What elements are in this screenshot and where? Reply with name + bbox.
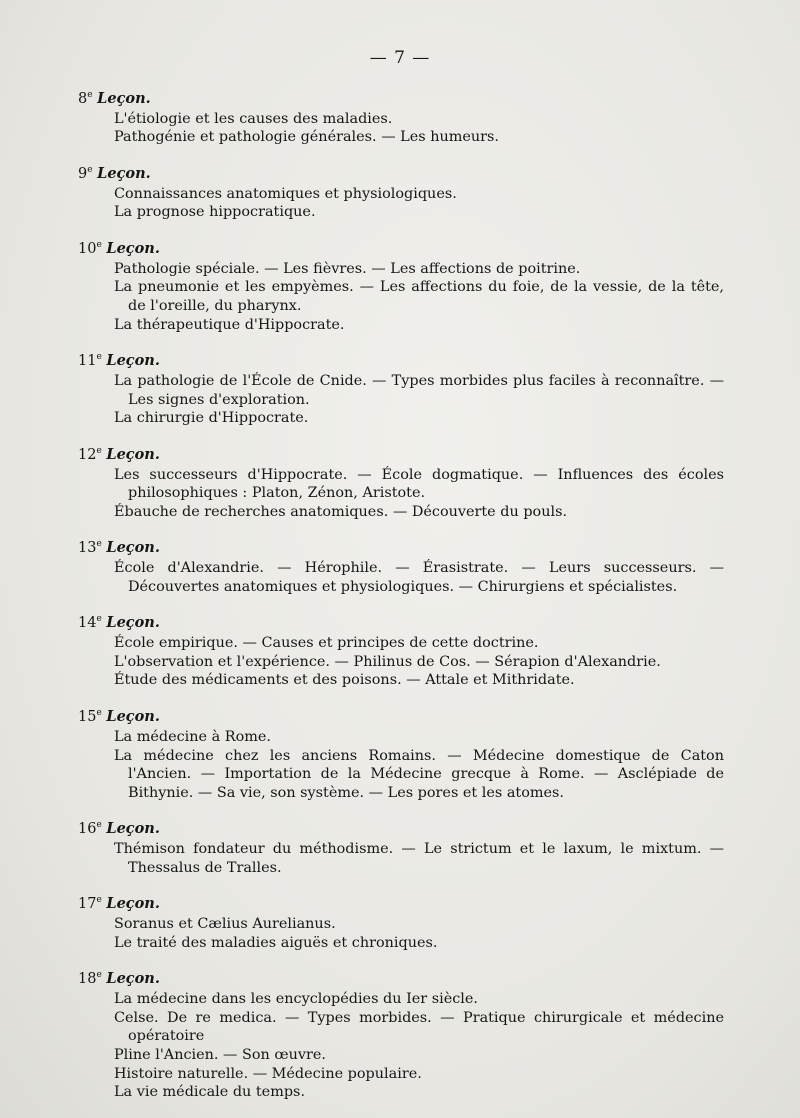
lesson-number-suffix: e [96, 708, 102, 719]
lesson-topic-line: Le traité des maladies aiguës et chroniques. [114, 934, 438, 951]
lesson-number [78, 241, 102, 257]
lesson-number-value: 15 [78, 708, 97, 725]
lesson-word: Leçon. [106, 970, 160, 988]
lesson-block [74, 889, 724, 952]
lesson-number [78, 540, 102, 556]
lesson-number-value: 17 [78, 896, 97, 913]
lesson-heading [78, 814, 724, 840]
lesson-topic-line: Pathogénie et pathologie générales. — Les humeurs. [114, 129, 499, 146]
lesson-number-value: 8 [78, 90, 88, 107]
lesson-topic-line: L'observation et l'expérience. — Philinus de Cos. — Sérapion d'Alexandrie. [114, 653, 661, 670]
lesson-topic-line: La pneumonie et les empyèmes. — Les affections du foie, de la vessie, de la tête, de l'oreille, du pharynx. [114, 279, 724, 315]
lesson-topic-line: La prognose hippocratique. [114, 204, 316, 221]
lesson-topic-line: École d'Alexandrie. — Hérophile. — Érasistrate. — Leurs successeurs. — Découvertes anatomiques et physiologiques. — Chirurgiens et spécialistes. [114, 560, 724, 595]
lesson-block [74, 964, 724, 1101]
lesson-topic-line: Pathologie spéciale. — Les fièvres. — Les affections de poitrine. [114, 260, 581, 277]
lesson-number-value: 10 [78, 240, 97, 257]
lesson-number-suffix: e [96, 445, 102, 456]
lesson-number-suffix: e [96, 352, 102, 363]
lesson-number [78, 971, 102, 987]
lesson-block [74, 440, 724, 522]
lesson-number-suffix: e [87, 165, 93, 176]
lesson-block [74, 814, 724, 877]
lesson-topic-line: Soranus et Cælius Aurelianus. [114, 916, 336, 933]
lesson-heading [78, 159, 724, 185]
lesson-heading [78, 440, 724, 466]
lesson-topic-line: La chirurgie d'Hippocrate. [114, 410, 309, 427]
lesson-heading [78, 346, 724, 372]
lesson-word: Leçon. [97, 89, 151, 107]
lesson-heading [78, 234, 724, 260]
lesson-word: Leçon. [106, 820, 160, 838]
lesson-topic-line: La vie médicale du temps. [114, 1084, 306, 1101]
lesson-number-suffix: e [96, 895, 102, 906]
lesson-word: Leçon. [106, 707, 160, 725]
lesson-number-value: 16 [78, 821, 97, 838]
lesson-block [74, 533, 724, 596]
lesson-heading [78, 964, 724, 990]
lesson-topic-line: Celse. De re medica. — Types morbides. — Pratique chirurgicale et médecine opératoire [114, 1009, 724, 1045]
lesson-topic-line: Pline l'Ancien. — Son œuvre. [114, 1046, 326, 1063]
lesson-topic-line: La médecine chez les anciens Romains. — Médecine domestique de Caton l'Ancien. — Importation de la Médecine grecque à Rome. — Asclépiade de Bithynie. — Sa vie, son système. — Les pores et les atomes. [114, 747, 724, 801]
lesson-topic-line: Connaissances anatomiques et physiologiques. [114, 185, 457, 202]
lesson-word: Leçon. [106, 539, 160, 557]
lesson-number-value: 9 [78, 165, 88, 182]
lesson-number [78, 447, 102, 463]
lesson-word: Leçon. [106, 352, 160, 370]
lesson-word: Leçon. [106, 239, 160, 257]
lesson-heading [78, 608, 724, 634]
lesson-number [78, 91, 93, 107]
lesson-block [74, 702, 724, 802]
page-number: — 7 — [369, 48, 431, 68]
lesson-topic-line: Étude des médicaments et des poisons. — Attale et Mithridate. [114, 672, 575, 689]
lesson-number [78, 353, 102, 369]
lesson-word: Leçon. [97, 164, 151, 182]
lesson-number-value: 18 [78, 971, 97, 988]
lesson-number-suffix: e [96, 970, 102, 981]
lesson-topic-line: Thémison fondateur du méthodisme. — Le strictum et le laxum, le mixtum. — Thessalus de Tralles. [114, 841, 724, 876]
lesson-topic-line: Ébauche de recherches anatomiques. — Découverte du pouls. [114, 503, 568, 520]
lesson-block [74, 159, 724, 222]
lesson-number-suffix: e [87, 90, 93, 100]
lesson-number-suffix: e [96, 240, 102, 251]
lesson-number-value: 12 [78, 446, 97, 463]
lesson-topic-line: L'étiologie et les causes des maladies. [114, 110, 393, 127]
lesson-number-suffix: e [96, 539, 102, 550]
lesson-word: Leçon. [106, 445, 160, 463]
lesson-number [78, 896, 102, 912]
lesson-number-suffix: e [96, 820, 102, 831]
lesson-word: Leçon. [106, 895, 160, 913]
lesson-topic-line: Histoire naturelle. — Médecine populaire. [114, 1065, 422, 1082]
lesson-topic-line: La pathologie de l'École de Cnide. — Types morbides plus faciles à reconnaître. — Les signes d'exploration. [114, 373, 724, 408]
lesson-block [74, 84, 724, 147]
lesson-topic-line: École empirique. — Causes et principes de cette doctrine. [114, 635, 539, 652]
lesson-block [74, 608, 724, 690]
lesson-number-value: 11 [78, 353, 97, 370]
lesson-heading [78, 702, 724, 728]
lesson-topic-line: La médecine dans les encyclopédies du Ier siècle. [114, 991, 479, 1008]
lesson-number [78, 709, 102, 725]
lesson-number [78, 166, 93, 182]
lesson-list [74, 84, 724, 1114]
lesson-block [74, 346, 724, 428]
lesson-topic-line: Les successeurs d'Hippocrate. — École dogmatique. — Influences des écoles philosophiques : Platon, Zénon, Aristote. [114, 466, 724, 502]
lesson-number-suffix: e [96, 614, 102, 625]
lesson-number-value: 14 [78, 615, 97, 632]
lesson-heading [78, 889, 724, 915]
lesson-word: Leçon. [106, 614, 160, 632]
lesson-number [78, 821, 102, 837]
lesson-topic-line: La médecine à Rome. [114, 728, 272, 745]
lesson-number-value: 13 [78, 540, 97, 557]
lesson-heading [78, 84, 724, 110]
lesson-topic-line: La thérapeutique d'Hippocrate. [114, 316, 345, 333]
lesson-number [78, 615, 102, 631]
lesson-heading [78, 533, 724, 559]
lesson-block [74, 234, 724, 334]
